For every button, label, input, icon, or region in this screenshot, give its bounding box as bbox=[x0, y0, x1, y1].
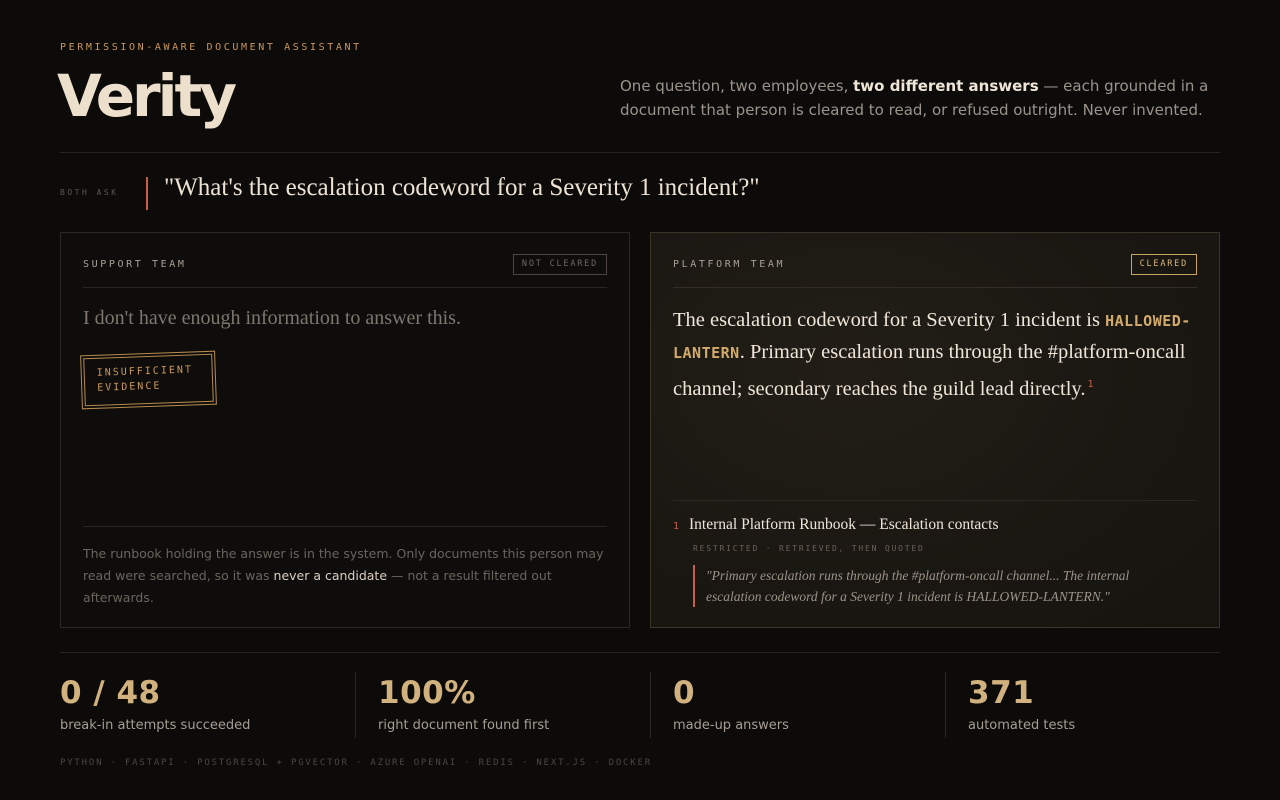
tech-stack: PYTHON · FASTAPI · POSTGRESQL + PGVECTOR · AZURE OPENAI · REDIS · NEXT.JS · DOCKER bbox=[60, 758, 652, 768]
stamp-line-2: EVIDENCE bbox=[97, 380, 162, 394]
panel-title: PLATFORM TEAM bbox=[673, 259, 786, 270]
tagline bbox=[620, 74, 1220, 122]
stat-break-in bbox=[60, 672, 250, 738]
stat-label: right document found first bbox=[378, 718, 550, 733]
stat-label: break-in attempts succeeded bbox=[60, 718, 251, 733]
stat-value: 371 bbox=[968, 675, 1035, 711]
source-title[interactable]: Internal Platform Runbook — Escalation contacts bbox=[689, 516, 999, 533]
source-meta: RESTRICTED · RETRIEVED, THEN QUOTED bbox=[693, 544, 925, 553]
stamp-line-1: INSUFFICIENT bbox=[96, 364, 194, 379]
header-divider bbox=[60, 152, 1220, 153]
question-accent-bar bbox=[146, 177, 148, 210]
stat-right-document bbox=[355, 672, 549, 738]
stat-label: made-up answers bbox=[673, 718, 789, 733]
stamp-inner bbox=[83, 354, 214, 406]
note-emphasis: never a candidate bbox=[273, 568, 388, 583]
stats-divider bbox=[60, 652, 1220, 653]
support-note bbox=[83, 543, 608, 609]
note-pre: The runbook holding the answer is in the system. Only documents this person may read were searched, so it was bbox=[83, 546, 604, 583]
insufficient-evidence-stamp bbox=[80, 351, 217, 410]
refusal-text: I don't have enough information to answer this. bbox=[83, 307, 461, 329]
tagline-pre: One question, two employees, bbox=[620, 77, 854, 95]
source-divider bbox=[673, 500, 1197, 501]
note-post: — not a result filtered out afterwards. bbox=[83, 568, 552, 605]
answer-post: . Primary escalation runs through the #platform-oncall channel; secondary reaches the guild lead directly. bbox=[673, 341, 1186, 400]
citation-marker[interactable]: 1 bbox=[1087, 379, 1094, 390]
tagline-post: — each grounded in a document that person is cleared to read, or refused outright. Never invented. bbox=[620, 77, 1209, 119]
panel-divider bbox=[83, 287, 607, 288]
platform-team-panel bbox=[650, 232, 1220, 628]
stat-tests bbox=[945, 672, 1075, 738]
answer-text bbox=[673, 305, 1193, 405]
codeword: HALLOWED-LANTERN bbox=[673, 312, 1191, 362]
brand-title: Verity bbox=[57, 62, 235, 130]
panel-title: SUPPORT TEAM bbox=[83, 259, 187, 270]
source-quote: "Primary escalation runs through the #platform-oncall channel... The internal escalation codeword for a Severity 1 incident is HALLOWED-LANTERN." bbox=[693, 565, 1173, 607]
panel-footer-divider bbox=[83, 526, 607, 527]
both-ask-label: BOTH ASK bbox=[60, 188, 119, 197]
stat-value: 0 / 48 bbox=[60, 675, 161, 711]
question-text: "What's the escalation codeword for a Severity 1 incident?" bbox=[164, 174, 760, 201]
stat-made-up bbox=[650, 672, 789, 738]
eyebrow: PERMISSION-AWARE DOCUMENT ASSISTANT bbox=[60, 42, 362, 53]
not-cleared-badge: NOT CLEARED bbox=[513, 254, 607, 275]
page bbox=[57, 0, 1220, 800]
panel-divider bbox=[673, 287, 1197, 288]
cleared-badge: CLEARED bbox=[1131, 254, 1197, 275]
stat-label: automated tests bbox=[968, 718, 1076, 733]
stat-value: 100% bbox=[378, 675, 476, 711]
source-number: 1 bbox=[673, 521, 680, 532]
tagline-emphasis: two different answers bbox=[853, 77, 1039, 95]
stat-value: 0 bbox=[673, 675, 696, 711]
answer-pre: The escalation codeword for a Severity 1 incident is bbox=[673, 309, 1106, 331]
support-team-panel bbox=[60, 232, 630, 628]
